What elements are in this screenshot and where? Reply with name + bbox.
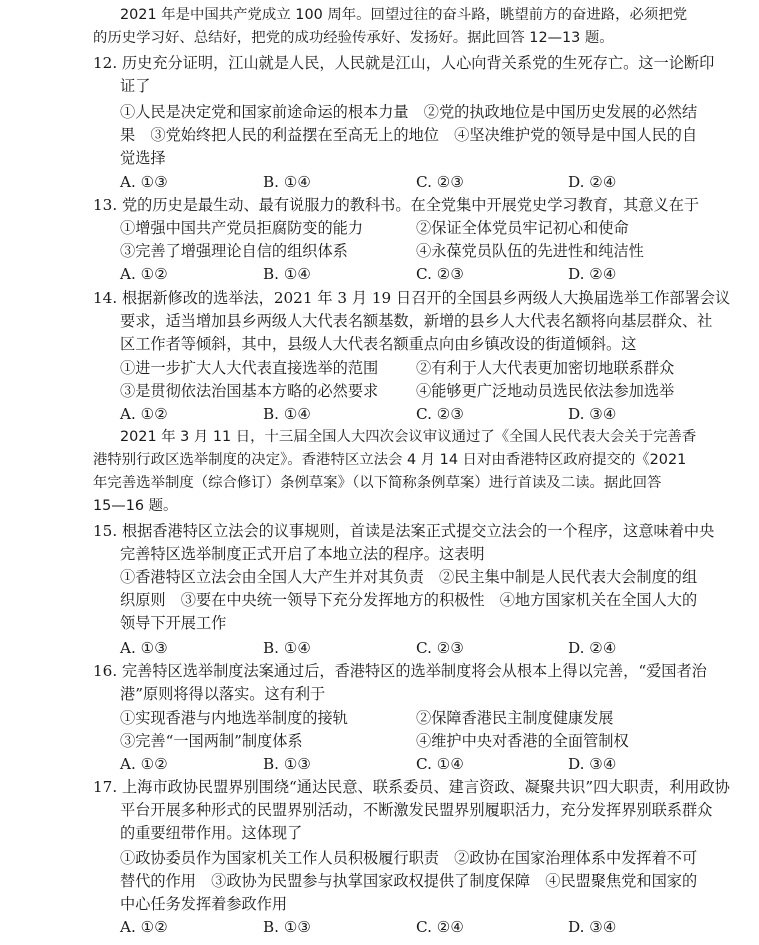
choice-a[interactable]: A. ①③ [120,173,168,191]
question-14-option: ②有利于人大代表更加密切地联系群众 [416,359,675,377]
question-17-stem: 平台开展多种形式的民盟界别活动，不断激发民盟界别履职活力，充分发挥界别联系群众 [120,801,713,819]
choice-b[interactable]: B. ①④ [263,265,312,283]
question-13-stem: 13. 党的历史是最生动、最有说服力的教科书。在全党集中开展党史学习教育，其意义在于 [93,196,700,214]
question-12-stem: 证了 [120,77,151,95]
choice-a[interactable]: A. ①② [120,265,168,283]
choice-d[interactable]: D. ②④ [568,265,617,283]
choice-d[interactable]: D. ③④ [568,405,617,423]
question-14-option: ③是贯彻依法治国基本方略的必然要求 [120,382,379,400]
choice-b[interactable]: B. ①③ [263,918,312,936]
choice-d[interactable]: D. ②④ [568,639,617,657]
question-15-stem: 15. 根据香港特区立法会的议事规则，首读是法案正式提交立法会的一个程序，这意味着中央 [93,522,715,540]
question-16-option: ①实现香港与内地选举制度的接轨 [120,709,348,727]
choice-d[interactable]: D. ③④ [568,755,617,773]
question-16-option: ③完善“一国两制”制度体系 [120,732,303,750]
choice-c[interactable]: C. ②④ [416,918,464,936]
question-15-option-line: 领导下开展工作 [120,614,227,632]
question-17-option-line: 替代的作用 ③政协为民盟参与执掌国家政权提供了制度保障 ④民盟聚焦党和国家的 [120,872,698,890]
choice-a[interactable]: A. ①② [120,405,168,423]
question-16-stem: 港”原则将得以落实。这有利于 [120,685,326,703]
question-12-option-line: 觉选择 [120,149,166,167]
question-14-stem: 14. 根据新修改的选举法，2021 年 3 月 19 日召开的全国县乡两级人大换届选举工作部署会议 [93,289,731,307]
choice-b[interactable]: B. ①④ [263,405,312,423]
question-12-stem: 12. 历史充分证明，江山就是人民，人民就是江山，人心向背关系党的生死存亡。这一论断印 [93,54,715,72]
question-17-option-line: 中心任务发挥着参政作用 [120,895,288,913]
question-14-option: ①进一步扩大人大代表直接选举的范围 [120,359,379,377]
question-12-option-line: ①人民是决定党和国家前途命运的根本力量 ②党的执政地位是中国历史发展的必然结 [120,103,698,121]
choice-c[interactable]: C. ②③ [416,405,464,423]
intro-text: 15—16 题。 [93,498,178,514]
choice-a[interactable]: A. ①② [120,918,168,936]
question-17-stem: 17. 上海市政协民盟界别围绕“通达民意、联系委员、建言资政、凝聚共识”四大职责，利用政协 [93,778,730,796]
intro-text: 2021 年 3 月 11 日，十三届全国人大四次会议审议通过了《全国人民代表大会关于完善香 [120,429,697,445]
question-14-stem: 要求，适当增加县乡两级人大代表名额基数，新增的县乡人大代表名额将向基层群众、社 [120,312,713,330]
choice-b[interactable]: B. ①④ [263,173,312,191]
question-13-option: ①增强中国共产党员拒腐防变的能力 [120,219,363,237]
intro-text: 2021 年是中国共产党成立 100 周年。回望过往的奋斗路，眺望前方的奋进路，必须把党 [120,7,688,23]
choice-c[interactable]: C. ②③ [416,265,464,283]
question-13-option: ④永葆党员队伍的先进性和纯洁性 [416,242,644,260]
choice-c[interactable]: C. ①④ [416,755,464,773]
question-13-option: ③完善了增强理论自信的组织体系 [120,242,348,260]
question-12-option-line: 果 ③党始终把人民的利益摆在至高无上的地位 ④坚决维护党的领导是中国人民的自 [120,126,698,144]
intro-text: 年完善选举制度（综合修订）条例草案》（以下简称条例草案）进行首读及二读。据此回答 [93,475,662,491]
choice-b[interactable]: B. ①④ [263,639,312,657]
choice-d[interactable]: D. ②④ [568,173,617,191]
question-15-option-line: 织原则 ③要在中央统一领导下充分发挥地方的积极性 ④地方国家机关在全国人大的 [120,591,698,609]
question-14-option: ④能够更广泛地动员选民依法参加选举 [416,382,675,400]
choice-c[interactable]: C. ②③ [416,173,464,191]
choice-a[interactable]: A. ①③ [120,639,168,657]
question-16-stem: 16. 完善特区选举制度法案通过后，香港特区的选举制度将会从根本上得以完善，“爱国者治 [93,662,707,680]
intro-text: 的历史学习好、总结好，把党的成功经验传承好、发扬好。据此回答 12—13 题。 [93,30,614,46]
question-15-option-line: ①香港特区立法会由全国人大产生并对其负责 ②民主集中制是人民代表大会制度的组 [120,568,698,586]
question-14-stem: 区工作者等倾斜，其中，县级人大代表名额重点向由乡镇改设的街道倾斜。这 [120,335,637,353]
choice-a[interactable]: A. ①② [120,755,168,773]
question-17-stem: 的重要纽带作用。这体现了 [120,824,303,842]
question-16-option: ②保障香港民主制度健康发展 [416,709,614,727]
choice-c[interactable]: C. ②③ [416,639,464,657]
question-13-option: ②保证全体党员牢记初心和使命 [416,219,629,237]
question-16-option: ④维护中央对香港的全面管制权 [416,732,629,750]
intro-text: 港特别行政区选举制度的决定》。香港特区立法会 4 月 14 日对由香港特区政府提交的《2021 [93,452,687,468]
question-17-option-line: ①政协委员作为国家机关工作人员积极履行职责 ②政协在国家治理体系中发挥着不可 [120,849,698,867]
question-15-stem: 完善特区选举制度正式开启了本地立法的程序。这表明 [120,545,485,563]
choice-b[interactable]: B. ①③ [263,755,312,773]
choice-d[interactable]: D. ③④ [568,918,617,936]
